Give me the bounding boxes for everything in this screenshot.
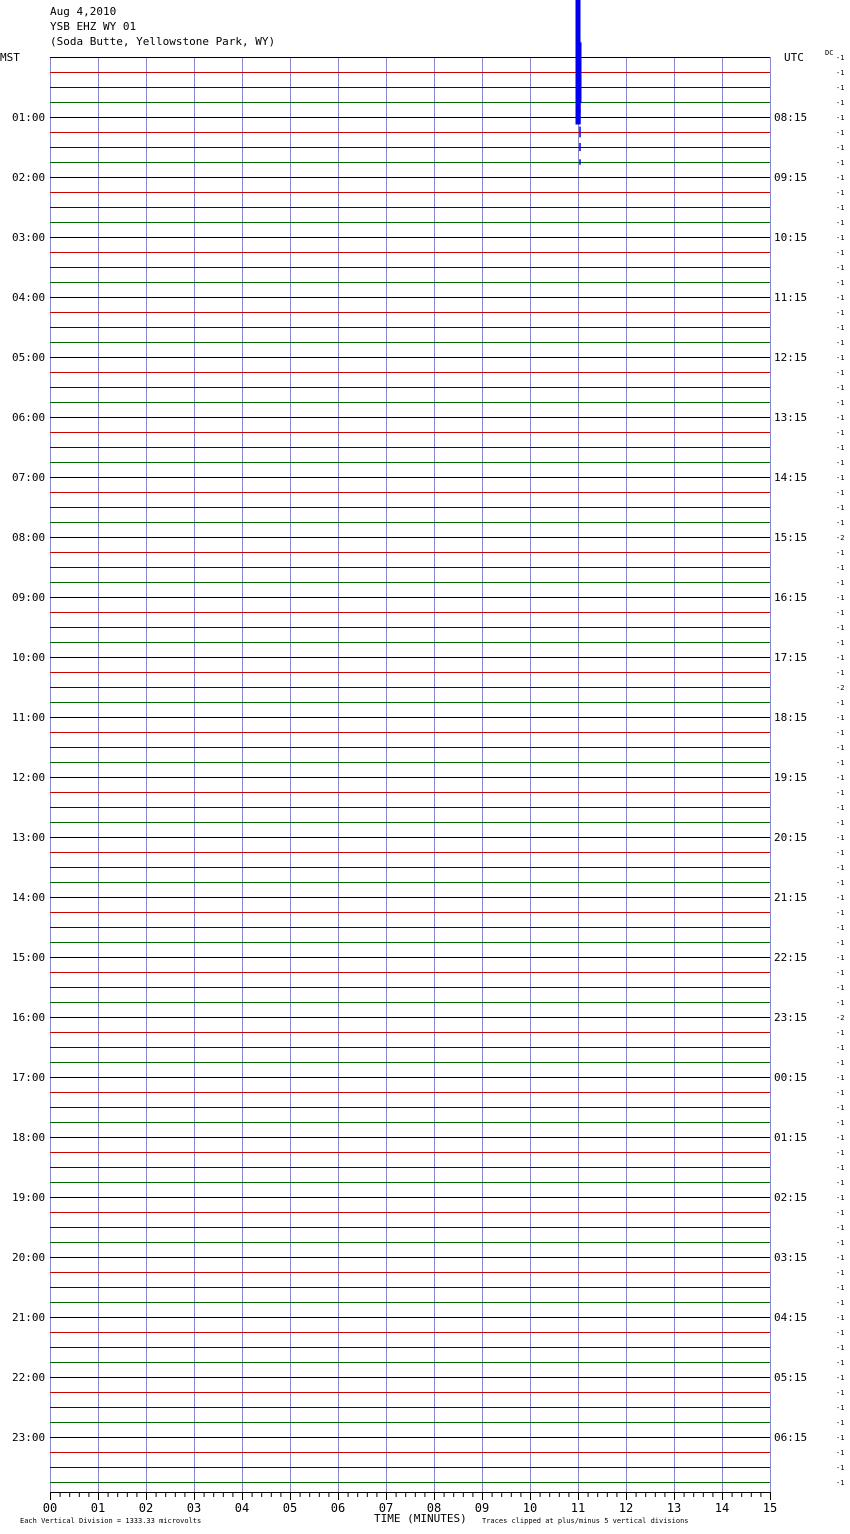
x-tick-label: 13	[666, 1501, 682, 1515]
dc-offset-value: -1	[836, 1209, 845, 1217]
dc-offset-value: -1	[836, 1134, 845, 1142]
x-tick-label: 12	[618, 1501, 634, 1515]
dc-offset-value: -1	[836, 399, 845, 407]
mst-hour-label: 10:00	[12, 651, 46, 664]
dc-offset-value: -1	[836, 1314, 845, 1322]
mst-hour-label: 16:00	[12, 1011, 46, 1024]
mst-hour-label: 06:00	[12, 411, 46, 424]
mst-hour-label: 15:00	[12, 951, 46, 964]
x-tick-label: 04	[234, 1501, 250, 1515]
dc-offset-value: -1	[836, 144, 845, 152]
event-spike	[579, 110, 581, 124]
utc-hour-label: 04:15	[774, 1311, 808, 1324]
dc-offset-value: -1	[836, 1149, 845, 1157]
mst-hour-label: 22:00	[12, 1371, 46, 1384]
dc-offset-value: -1	[836, 1434, 845, 1442]
dc-offset-value: -1	[836, 1104, 845, 1112]
dc-offset-value: -2	[836, 1014, 845, 1022]
utc-hour-label: 06:15	[774, 1431, 808, 1444]
dc-offset-value: -1	[836, 189, 845, 197]
dc-offset-value: -1	[836, 84, 845, 92]
dc-offset-value: -1	[836, 444, 845, 452]
mst-hour-label: 05:00	[12, 351, 46, 364]
utc-hour-label: 14:15	[774, 471, 808, 484]
x-tick-label: 15	[762, 1501, 778, 1515]
utc-hour-label: 16:15	[774, 591, 808, 604]
dc-offset-value: -1	[836, 99, 845, 107]
dc-offset-value: -1	[836, 984, 845, 992]
dc-offset-value: -1	[836, 1389, 845, 1397]
x-axis-label: TIME (MINUTES)	[374, 1512, 467, 1525]
dc-offset-value: -1	[836, 384, 845, 392]
dc-offset-value: -1	[836, 204, 845, 212]
x-tick-label: 14	[714, 1501, 730, 1515]
dc-offset-value: -1	[836, 1179, 845, 1187]
utc-hour-label: 15:15	[774, 531, 808, 544]
right-axis-label: UTC	[784, 51, 804, 64]
utc-hour-label: 19:15	[774, 771, 808, 784]
utc-hour-label: 23:15	[774, 1011, 808, 1024]
dc-offset-value: -1	[836, 1404, 845, 1412]
utc-hour-label: 12:15	[774, 351, 808, 364]
station-location: (Soda Butte, Yellowstone Park, WY)	[50, 35, 276, 48]
dc-offset-value: -1	[836, 474, 845, 482]
utc-hour-label: 03:15	[774, 1251, 808, 1264]
utc-hour-label: 05:15	[774, 1371, 808, 1384]
dc-offset-value: -1	[836, 1449, 845, 1457]
dc-offset-value: -1	[836, 1029, 845, 1037]
dc-offset-value: -1	[836, 594, 845, 602]
dc-offset-value: -1	[836, 729, 845, 737]
dc-offset-value: -1	[836, 69, 845, 77]
x-tick-label: 10	[522, 1501, 538, 1515]
utc-hour-label: 20:15	[774, 831, 808, 844]
dc-offset-value: -1	[836, 1119, 845, 1127]
dc-offset-value: -1	[836, 219, 845, 227]
mst-hour-label: 23:00	[12, 1431, 46, 1444]
dc-offset-value: -1	[836, 834, 845, 842]
dc-offset-value: -1	[836, 1224, 845, 1232]
dc-offset-value: -1	[836, 354, 845, 362]
mst-hour-label: 14:00	[12, 891, 46, 904]
dc-offset-value: -1	[836, 1284, 845, 1292]
utc-hour-label: 18:15	[774, 711, 808, 724]
dc-offset-value: -1	[836, 669, 845, 677]
mst-hour-label: 21:00	[12, 1311, 46, 1324]
x-tick-label: 03	[186, 1501, 202, 1515]
dc-offset-value: -1	[836, 999, 845, 1007]
station-code: YSB EHZ WY 01	[50, 20, 137, 33]
dc-offset-value: -1	[836, 1299, 845, 1307]
mst-hour-label: 19:00	[12, 1191, 46, 1204]
dc-offset-value: -1	[836, 1329, 845, 1337]
x-tick-label: 02	[138, 1501, 154, 1515]
dc-offset-value: -1	[836, 114, 845, 122]
dc-offset-value: -1	[836, 129, 845, 137]
dc-offset-value: -2	[836, 684, 845, 692]
dc-offset-value: -1	[836, 1269, 845, 1277]
dc-offset-value: -1	[836, 264, 845, 272]
x-tick-label: 01	[90, 1501, 106, 1515]
dc-offset-value: -1	[836, 309, 845, 317]
dc-offset-value: -1	[836, 414, 845, 422]
x-tick-label: 11	[570, 1501, 586, 1515]
dc-offset-value: -1	[836, 909, 845, 917]
dc-offset-value: -1	[836, 54, 845, 62]
x-tick-label: 08	[426, 1501, 442, 1515]
dc-offset-value: -1	[836, 504, 845, 512]
utc-hour-label: 13:15	[774, 411, 808, 424]
utc-hour-label: 00:15	[774, 1071, 808, 1084]
dc-offset-value: -1	[836, 1344, 845, 1352]
dc-offset-value: -1	[836, 879, 845, 887]
dc-offset-value: -1	[836, 1254, 845, 1262]
event-spike	[579, 91, 581, 113]
dc-offset-value: -1	[836, 249, 845, 257]
x-tick-label: 07	[378, 1501, 394, 1515]
event-spike	[579, 143, 581, 151]
dc-offset-value: -1	[836, 639, 845, 647]
x-tick-label: 00	[42, 1501, 58, 1515]
mst-hour-label: 08:00	[12, 531, 46, 544]
utc-hour-label: 21:15	[774, 891, 808, 904]
dc-offset-value: -1	[836, 1194, 845, 1202]
dc-offset-value: -1	[836, 654, 845, 662]
x-tick-label: 09	[474, 1501, 490, 1515]
dc-offset-value: -1	[836, 1464, 845, 1472]
dc-offset-value: -1	[836, 1374, 845, 1382]
utc-hour-label: 01:15	[774, 1131, 808, 1144]
dc-offset-value: -1	[836, 699, 845, 707]
x-tick-label: 06	[330, 1501, 346, 1515]
dc-offset-value: -1	[836, 609, 845, 617]
vertical-division-note: Each Vertical Division = 1333.33 microvolts	[20, 1517, 202, 1525]
mst-hour-label: 17:00	[12, 1071, 46, 1084]
dc-offset-value: -1	[836, 1359, 845, 1367]
dc-offset-value: -1	[836, 894, 845, 902]
mst-hour-label: 13:00	[12, 831, 46, 844]
dc-offset-value: -1	[836, 759, 845, 767]
utc-hour-label: 10:15	[774, 231, 808, 244]
mst-hour-label: 01:00	[12, 111, 46, 124]
dc-offset-value: -1	[836, 234, 845, 242]
dc-offset-value: -1	[836, 969, 845, 977]
mst-hour-label: 18:00	[12, 1131, 46, 1144]
dc-offset-value: -1	[836, 954, 845, 962]
dc-offset-value: -1	[836, 744, 845, 752]
dc-offset-value: -1	[836, 789, 845, 797]
dc-offset-value: -1	[836, 459, 845, 467]
dc-offset-value: -1	[836, 714, 845, 722]
dc-offset-value: -1	[836, 1089, 845, 1097]
dc-offset-value: -1	[836, 489, 845, 497]
left-axis-label: MST	[0, 51, 20, 64]
dc-offset-value: -1	[836, 1044, 845, 1052]
dc-offset-value: -1	[836, 774, 845, 782]
dc-offset-value: -1	[836, 519, 845, 527]
mst-hour-label: 12:00	[12, 771, 46, 784]
dc-offset-value: -1	[836, 549, 845, 557]
utc-hour-label: 09:15	[774, 171, 808, 184]
dc-offset-value: -1	[836, 939, 845, 947]
mst-hour-label: 02:00	[12, 171, 46, 184]
dc-offset-value: -1	[836, 1419, 845, 1427]
dc-offset-value: -2	[836, 534, 845, 542]
dc-offset-value: -1	[836, 819, 845, 827]
x-tick-label: 05	[282, 1501, 298, 1515]
mst-hour-label: 20:00	[12, 1251, 46, 1264]
utc-hour-label: 17:15	[774, 651, 808, 664]
utc-hour-label: 11:15	[774, 291, 808, 304]
dc-offset-value: -1	[836, 1074, 845, 1082]
dc-offset-value: -1	[836, 1479, 845, 1487]
dc-offset-value: -1	[836, 564, 845, 572]
mst-hour-label: 03:00	[12, 231, 46, 244]
dc-offset-value: -1	[836, 864, 845, 872]
dc-offset-value: -1	[836, 924, 845, 932]
dc-offset-value: -1	[836, 1059, 845, 1067]
utc-hour-label: 08:15	[774, 111, 808, 124]
chart-date: Aug 4,2010	[50, 5, 117, 18]
dc-offset-value: -1	[836, 294, 845, 302]
dc-offset-value: -1	[836, 624, 845, 632]
mst-hour-label: 07:00	[12, 471, 46, 484]
event-spike	[579, 159, 581, 164]
clipping-note: Traces clipped at plus/minus 5 vertical divisions	[482, 1517, 689, 1525]
utc-hour-label: 22:15	[774, 951, 808, 964]
dc-offset-value: -1	[836, 1239, 845, 1247]
dc-offset-value: -1	[836, 429, 845, 437]
dc-label: DC	[825, 49, 834, 57]
mst-hour-label: 11:00	[12, 711, 46, 724]
utc-hour-label: 02:15	[774, 1191, 808, 1204]
dc-offset-value: -1	[836, 279, 845, 287]
dc-offset-value: -1	[836, 174, 845, 182]
dc-offset-value: -1	[836, 849, 845, 857]
dc-offset-value: -1	[836, 579, 845, 587]
dc-offset-value: -1	[836, 369, 845, 377]
dc-offset-value: -1	[836, 159, 845, 167]
mst-hour-label: 09:00	[12, 591, 46, 604]
dc-offset-value: -1	[836, 804, 845, 812]
dc-offset-value: -1	[836, 1164, 845, 1172]
event-spike	[579, 127, 581, 138]
dc-offset-value: -1	[836, 339, 845, 347]
dc-offset-value: -1	[836, 324, 845, 332]
mst-hour-label: 04:00	[12, 291, 46, 304]
